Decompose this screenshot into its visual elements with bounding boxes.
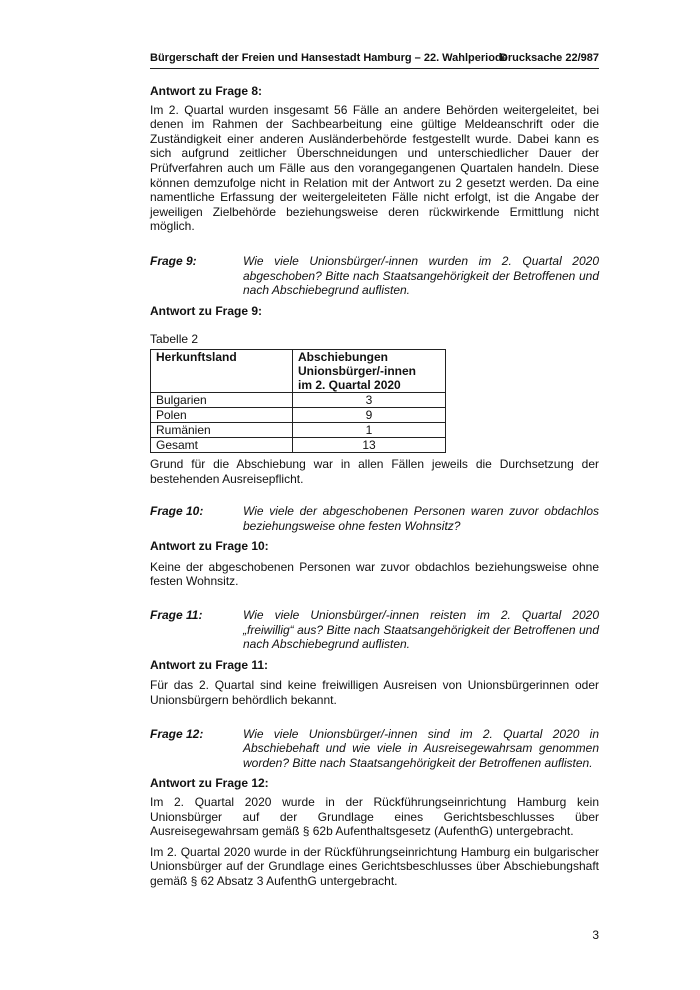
page-header [150,52,599,69]
question-9 [150,254,599,298]
table-header-row [151,349,446,392]
question-10 [150,504,599,533]
answer-11-heading: Antwort zu Frage 11: [150,657,269,672]
table-row [151,392,446,407]
question-12-text: Wie viele Unionsbürger/-innen sind im 2. Quartal 2020 in Abschiebehaft und wie viele in Ausreisegewahrsam genommen worden? Bitte nach Staatsangehörigkeit der Betroffenen auflisten. [243,726,599,770]
table-caption: Tabelle 2 [150,332,199,347]
answer-12-text-2: Im 2. Quartal 2020 wurde in der Rückführungseinrichtung Hamburg ein bulgarischer Unionsbürger auf der Grundlage eines Gerichtsbeschlusses über Abschiebungshaft gemäß § 62 Absatz 3 AufenthG untergebracht. [150,844,599,888]
question-11-text: Wie viele Unionsbürger/-innen reisten im 2. Quartal 2020 „freiwillig“ aus? Bitte nach Staatsangehörigkeit der Betroffenen und nach Abschiebegrund auflisten. [243,608,599,652]
table-cell-country: Rumänien [151,422,293,437]
table-header-line2: Unionsbürger/-innen [298,363,416,378]
table-row-total [151,437,446,452]
table-row [151,407,446,422]
table-cell-country: Gesamt [151,437,293,452]
page-content [150,84,599,889]
table-header-deportations [293,349,446,392]
header-title: Bürgerschaft der Freien und Hansestadt Hamburg – 22. Wahlperiode [150,52,508,64]
question-10-label: Frage 10: [150,504,204,519]
answer-8-heading: Antwort zu Frage 8: [150,84,263,98]
header-drucksache: Drucksache 22/987 [499,52,599,64]
table-header-country: Herkunftsland [151,349,293,392]
question-10-text: Wie viele der abgeschobenen Personen waren zuvor obdachlos beziehungsweise ohne festen Wohnsitz? [243,504,599,533]
table-row [151,422,446,437]
question-12-label: Frage 12: [150,726,204,741]
answer-12-heading: Antwort zu Frage 12: [150,776,269,791]
answer-9-text: Grund für die Abschiebung war in allen Fällen jeweils die Durchsetzung der bestehenden Ausreisepflicht. [150,456,599,486]
table-header-line1: Abschiebungen [298,349,389,364]
answer-10-heading: Antwort zu Frage 10: [150,539,269,554]
table-cell-value: 3 [293,392,446,407]
table-cell-country: Bulgarien [151,392,293,407]
deportations-table [150,349,446,453]
answer-8-text: Im 2. Quartal wurden insgesamt 56 Fälle an andere Behörden weitergeleitet, bei denen im Rahmen der Sachbearbeitung eine gültige Meldeanschrift oder die Zuständigkeit einer anderen Ausländerbehörde festgestellt wurde. Dabei kann es sich aufgrund zeitlicher Überschneidungen und unterschiedlicher Dauer der Prüfverfahren auch um Fälle aus den vorangegangenen Quartalen handeln. Diese können demzufolge nicht in Relation mit der Antwort zu 2 gesetzt werden. Da eine namentliche Erfassung der weitergeleiteten Fälle nicht erfolgt, ist die Angabe der jeweiligen Zielbehörde beziehungsweise deren rückwirkende Ermittlung nicht möglich. [150,102,599,234]
table-cell-value: 1 [293,422,446,437]
page-number: 3 [592,928,599,942]
question-11-label: Frage 11: [150,608,203,623]
answer-9-heading: Antwort zu Frage 9: [150,303,263,318]
answer-10-text: Keine der abgeschobenen Personen war zuvor obdachlos beziehungsweise ohne festen Wohnsitz. [150,559,599,589]
table-cell-country: Polen [151,407,293,422]
table-cell-value: 9 [293,407,446,422]
question-9-text: Wie viele Unionsbürger/-innen wurden im 2. Quartal 2020 abgeschoben? Bitte nach Staatsangehörigkeit der Betroffenen und nach Abschiebegrund auflisten. [243,253,599,298]
question-12 [150,727,599,771]
table-header-line3: im 2. Quartal 2020 [298,377,401,392]
table-cell-value: 13 [293,437,446,452]
question-11 [150,608,599,652]
answer-12-text-1: Im 2. Quartal 2020 wurde in der Rückführungseinrichtung Hamburg kein Unionsbürger auf der Grundlage eines Gerichtsbeschlusses über Ausreisegewahrsam gemäß § 62b Aufenthaltsgesetz (AufenthG) untergebracht. [150,795,599,839]
question-9-label: Frage 9: [150,253,197,268]
answer-11-text: Für das 2. Quartal sind keine freiwilligen Ausreisen von Unionsbürgerinnen oder Unionsbürgern behördlich bekannt. [150,678,599,708]
